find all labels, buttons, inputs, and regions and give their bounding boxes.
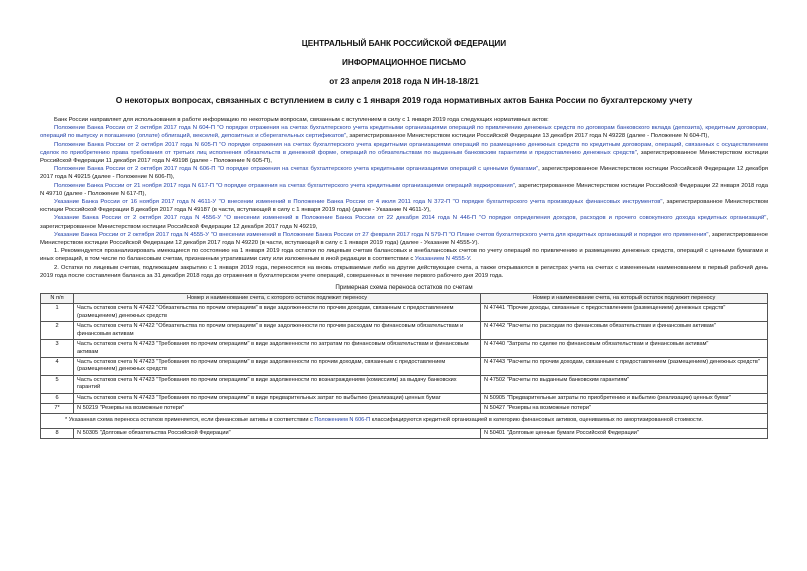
table-header-row bbox=[41, 294, 768, 304]
cell-num: 5 bbox=[41, 375, 74, 393]
cell-num: 4 bbox=[41, 357, 74, 375]
table-note-row bbox=[41, 414, 768, 428]
act-link[interactable]: Указание Банка России от 2 октября 2017 года N 4556-У "О внесении изменений в Положение Банка России от 22 декабря 2014 года N 446-П "О порядке определения доходов, расходов и прочего совокупного дохода кредитных организаций" bbox=[54, 215, 767, 222]
doc-date: от 23 апреля 2018 года N ИН-18-18/21 bbox=[329, 77, 479, 86]
cell-from: Часть остатков счета N 47423 "Требования по прочим операциям" в виде предварительных затрат по выбытию (реализации) ценных бумаг bbox=[74, 393, 481, 403]
act-item bbox=[40, 231, 768, 247]
act-text: , зарегистрированное Министерством юстиции Российской Федерации 12 декабря 2017 года N 49215 (далее - Положение N 606-П), bbox=[40, 166, 768, 181]
cell-to: N 47502 "Расчеты по выданным банковским гарантиям" bbox=[481, 375, 768, 393]
act-text: , зарегистрированное Министерством юстиции Российской Федерации 12 декабря 2017 года N 49219, bbox=[40, 215, 768, 230]
table-row bbox=[41, 403, 768, 413]
act-item bbox=[40, 182, 768, 198]
cell-to: N 50905 "Предварительные затраты по приобретению и выбытию (реализации) ценных бумаг" bbox=[481, 393, 768, 403]
header-to: Номер и наименование счета, на который остаток подлежит переносу bbox=[481, 294, 768, 304]
cell-num: 2 bbox=[41, 322, 74, 340]
cell-from: Часть остатков счета N 47422 "Обязательства по прочим операциям" в виде задолженности по прочим расходам по финансовым обязательствам и финансовым активам bbox=[74, 322, 481, 340]
paragraph-1 bbox=[40, 247, 768, 263]
table-row bbox=[41, 375, 768, 393]
note-text: * Указанная схема переноса остатков применяется, если финансовые активы в соответствии с bbox=[65, 417, 315, 424]
cell-from: Часть остатков счета N 47423 "Требования по прочим операциям" в виде задолженности по вознаграждениям (комиссиям) за выдачу банковских гарантий bbox=[74, 375, 481, 393]
doc-subject: О некоторых вопросах, связанных с вступлением в силу с 1 января 2019 года нормативных актов Банка России по бухгалтерскому учету bbox=[115, 95, 693, 105]
act-link[interactable]: Указание Банка России от 16 ноября 2017 года N 4611-У "О внесении изменений в Положение Банка России от 4 июля 2011 года N 372-П "О порядке бухгалтерского учета производных финансовых инструментов" bbox=[54, 199, 663, 206]
intro-text: Банк России направляет для использования в работе информацию по некоторым вопросам, связанным с вступлением в силу с 1 января 2019 года следующих нормативных актов: bbox=[54, 117, 549, 123]
bank-name: ЦЕНТРАЛЬНЫЙ БАНК РОССИЙСКОЙ ФЕДЕРАЦИИ bbox=[301, 39, 507, 48]
act-text: , зарегистрированное Министерством юстиции Российской Федерации 11 декабря 2017 года N 49198 (далее - Положение N 605-П), bbox=[40, 149, 768, 165]
note-text-end: классифицируются кредитной организацией в категорию финансовых активов, оцениваемых по амортизированной стоимости. bbox=[370, 417, 704, 424]
act-link[interactable]: Положение Банка России от 2 октября 2017 года N 605-П "О порядке отражения на счетах бухгалтерского учета кредитными организациями операций по размещению денежных средств по кредитным договорам, операций, связанных с осуществлением сделок по приобретению права требования от третьих лиц исполнения обязательств в денежной форме, операций по обязательствам по выданным банковским гарантиям и предоставлению денежных средств" bbox=[40, 141, 768, 156]
table-row bbox=[41, 357, 768, 375]
act-text: , зарегистрированное Министерством юстиции Российской Федерации 12 декабря 2017 года N 49220 (в части, вступающей в силу с 1 января 2019 года) (далее - Указание N 4555-У). bbox=[40, 231, 768, 247]
paragraph-1-text: 1. Рекомендуется проанализировать имеющиеся по состоянию на 1 января 2019 года остатки по лицевым счетам балансовых и внебалансовых счетов по учету операций по привлечению и размещению денежных средств, операций с ценными бумагами и иных операций, в том числе по балансовым счетам, признанным утратившими силу или изложенным в иной редакции в соответствии с bbox=[40, 248, 768, 263]
table-row bbox=[41, 340, 768, 358]
header-num: N п/п bbox=[41, 294, 74, 304]
cell-to: N 50427 "Резервы на возможные потери" bbox=[481, 403, 768, 413]
table-note bbox=[41, 414, 768, 428]
paragraph-2: 2. Остатки по лицевым счетам, подлежащим закрытию с 1 января 2019 года, переносятся на вновь открываемые либо на другие действующие счета, а также открываются в регистрах учета на счетах с измененным наименованием в первый рабочий день 2019 года после составления баланса за 31 декабря 2018 года до отражения в бухгалтерском учете операций, совершенных в течение первого рабочего дня 2019 года. bbox=[40, 264, 768, 279]
cell-num: 8 bbox=[41, 428, 74, 438]
cell-from: Часть остатков счета N 47423 "Требования по прочим операциям" в виде задолженности по затратам по финансовым обязательствам и финансовым активам bbox=[74, 340, 481, 358]
act-item bbox=[40, 198, 768, 214]
table-row bbox=[41, 393, 768, 403]
cell-from: N 50305 "Долговые обязательства Российской Федерации" bbox=[74, 428, 481, 438]
table-row bbox=[41, 322, 768, 340]
act-text: , зарегистрированное Министерством юстиции Российской Федерации 13 декабря 2017 года N 49228 (далее - Положение N 604-П), bbox=[346, 133, 709, 140]
cell-to: N 47443 "Расчеты по прочим доходам, связанным с предоставлением (размещением) денежных средств" bbox=[481, 357, 768, 375]
cell-from: Часть остатков счета N 47422 "Обязательства по прочим операциям" в виде задолженности по прочим доходам, связанным с предоставлением (размещением) денежных средств bbox=[74, 304, 481, 322]
act-link[interactable]: Положение Банка России от 2 октября 2017 года N 606-П "О порядке отражения на счетах бухгалтерского учета кредитными организациями операций с ценными бумагами" bbox=[54, 166, 539, 173]
act-item bbox=[40, 124, 768, 140]
act-link[interactable]: Указание Банка России от 2 октября 2017 года N 4555-У "О внесении изменений в Положение Банка России от 27 февраля 2017 года N 579-П "О Плане счетов бухгалтерского учета для кредитных организаций и порядке его применения" bbox=[54, 231, 709, 238]
cell-num: 1 bbox=[41, 304, 74, 322]
paragraph-1-end: . bbox=[469, 256, 472, 263]
cell-to: N 47440 "Затраты по сделке по финансовым обязательствам и финансовым активам" bbox=[481, 340, 768, 358]
act-item bbox=[40, 214, 768, 230]
acts-list bbox=[40, 124, 768, 247]
cell-to: N 47442 "Расчеты по расходам по финансовым обязательствам и финансовым активам" bbox=[481, 322, 768, 340]
act-item bbox=[40, 165, 768, 181]
cell-num: 7* bbox=[41, 403, 74, 413]
table-title: Примерная схема переноса остатков по счетам bbox=[335, 284, 473, 292]
header-from: Номер и наименование счета, с которого остаток подлежит переносу bbox=[74, 294, 481, 304]
cell-num: 3 bbox=[41, 340, 74, 358]
cell-num: 6 bbox=[41, 393, 74, 403]
table-row bbox=[41, 428, 768, 438]
table-row bbox=[41, 304, 768, 322]
act-link[interactable]: Положение Банка России от 2 октября 2017 года N 604-П "О порядке отражения на счетах бухгалтерского учета кредитными организациями операций по привлечению денежных средств по договорам банковского вклада (депозита), кредитным договорам, операций по выпуску и погашению (оплате) облигаций, векселей, депозитных и сберегательных сертификатов" bbox=[40, 125, 768, 140]
transfer-table bbox=[40, 293, 768, 439]
act-text: , зарегистрированное Министерством юстиции Российской Федерации 8 декабря 2017 года N 49187 (в части, вступающей в силу с 1 января 2019 года) (далее - Указание N 4611-У), bbox=[40, 199, 768, 214]
cell-to: N 50401 "Долговые ценные бумаги Российской Федерации" bbox=[481, 428, 768, 438]
cell-from: N 50219 "Резервы на возможные потери" bbox=[74, 403, 481, 413]
note-link[interactable]: Положением N 606-П bbox=[314, 417, 371, 424]
act-text: , зарегистрированное Министерством юстиции Российской Федерации 22 января 2018 года N 49710 (далее - Положение N 617-П), bbox=[40, 182, 768, 197]
document-page bbox=[40, 0, 768, 439]
act-item bbox=[40, 141, 768, 166]
cell-from: Часть остатков счета N 47423 "Требования по прочим операциям" в виде задолженности по прочим доходам, связанным с предоставлением (размещением) денежных средств bbox=[74, 357, 481, 375]
p1-link[interactable]: Указанием N 4555-У bbox=[414, 256, 470, 263]
act-link[interactable]: Положение Банка России от 21 ноября 2017 года N 617-П "О порядке отражения на счетах бухгалтерского учета кредитными организациями операций хеджирования" bbox=[54, 182, 515, 189]
doc-type: ИНФОРМАЦИОННОЕ ПИСЬМО bbox=[342, 58, 466, 67]
cell-to: N 47441 "Прочие доходы, связанные с предоставлением (размещением) денежных средств" bbox=[481, 304, 768, 322]
